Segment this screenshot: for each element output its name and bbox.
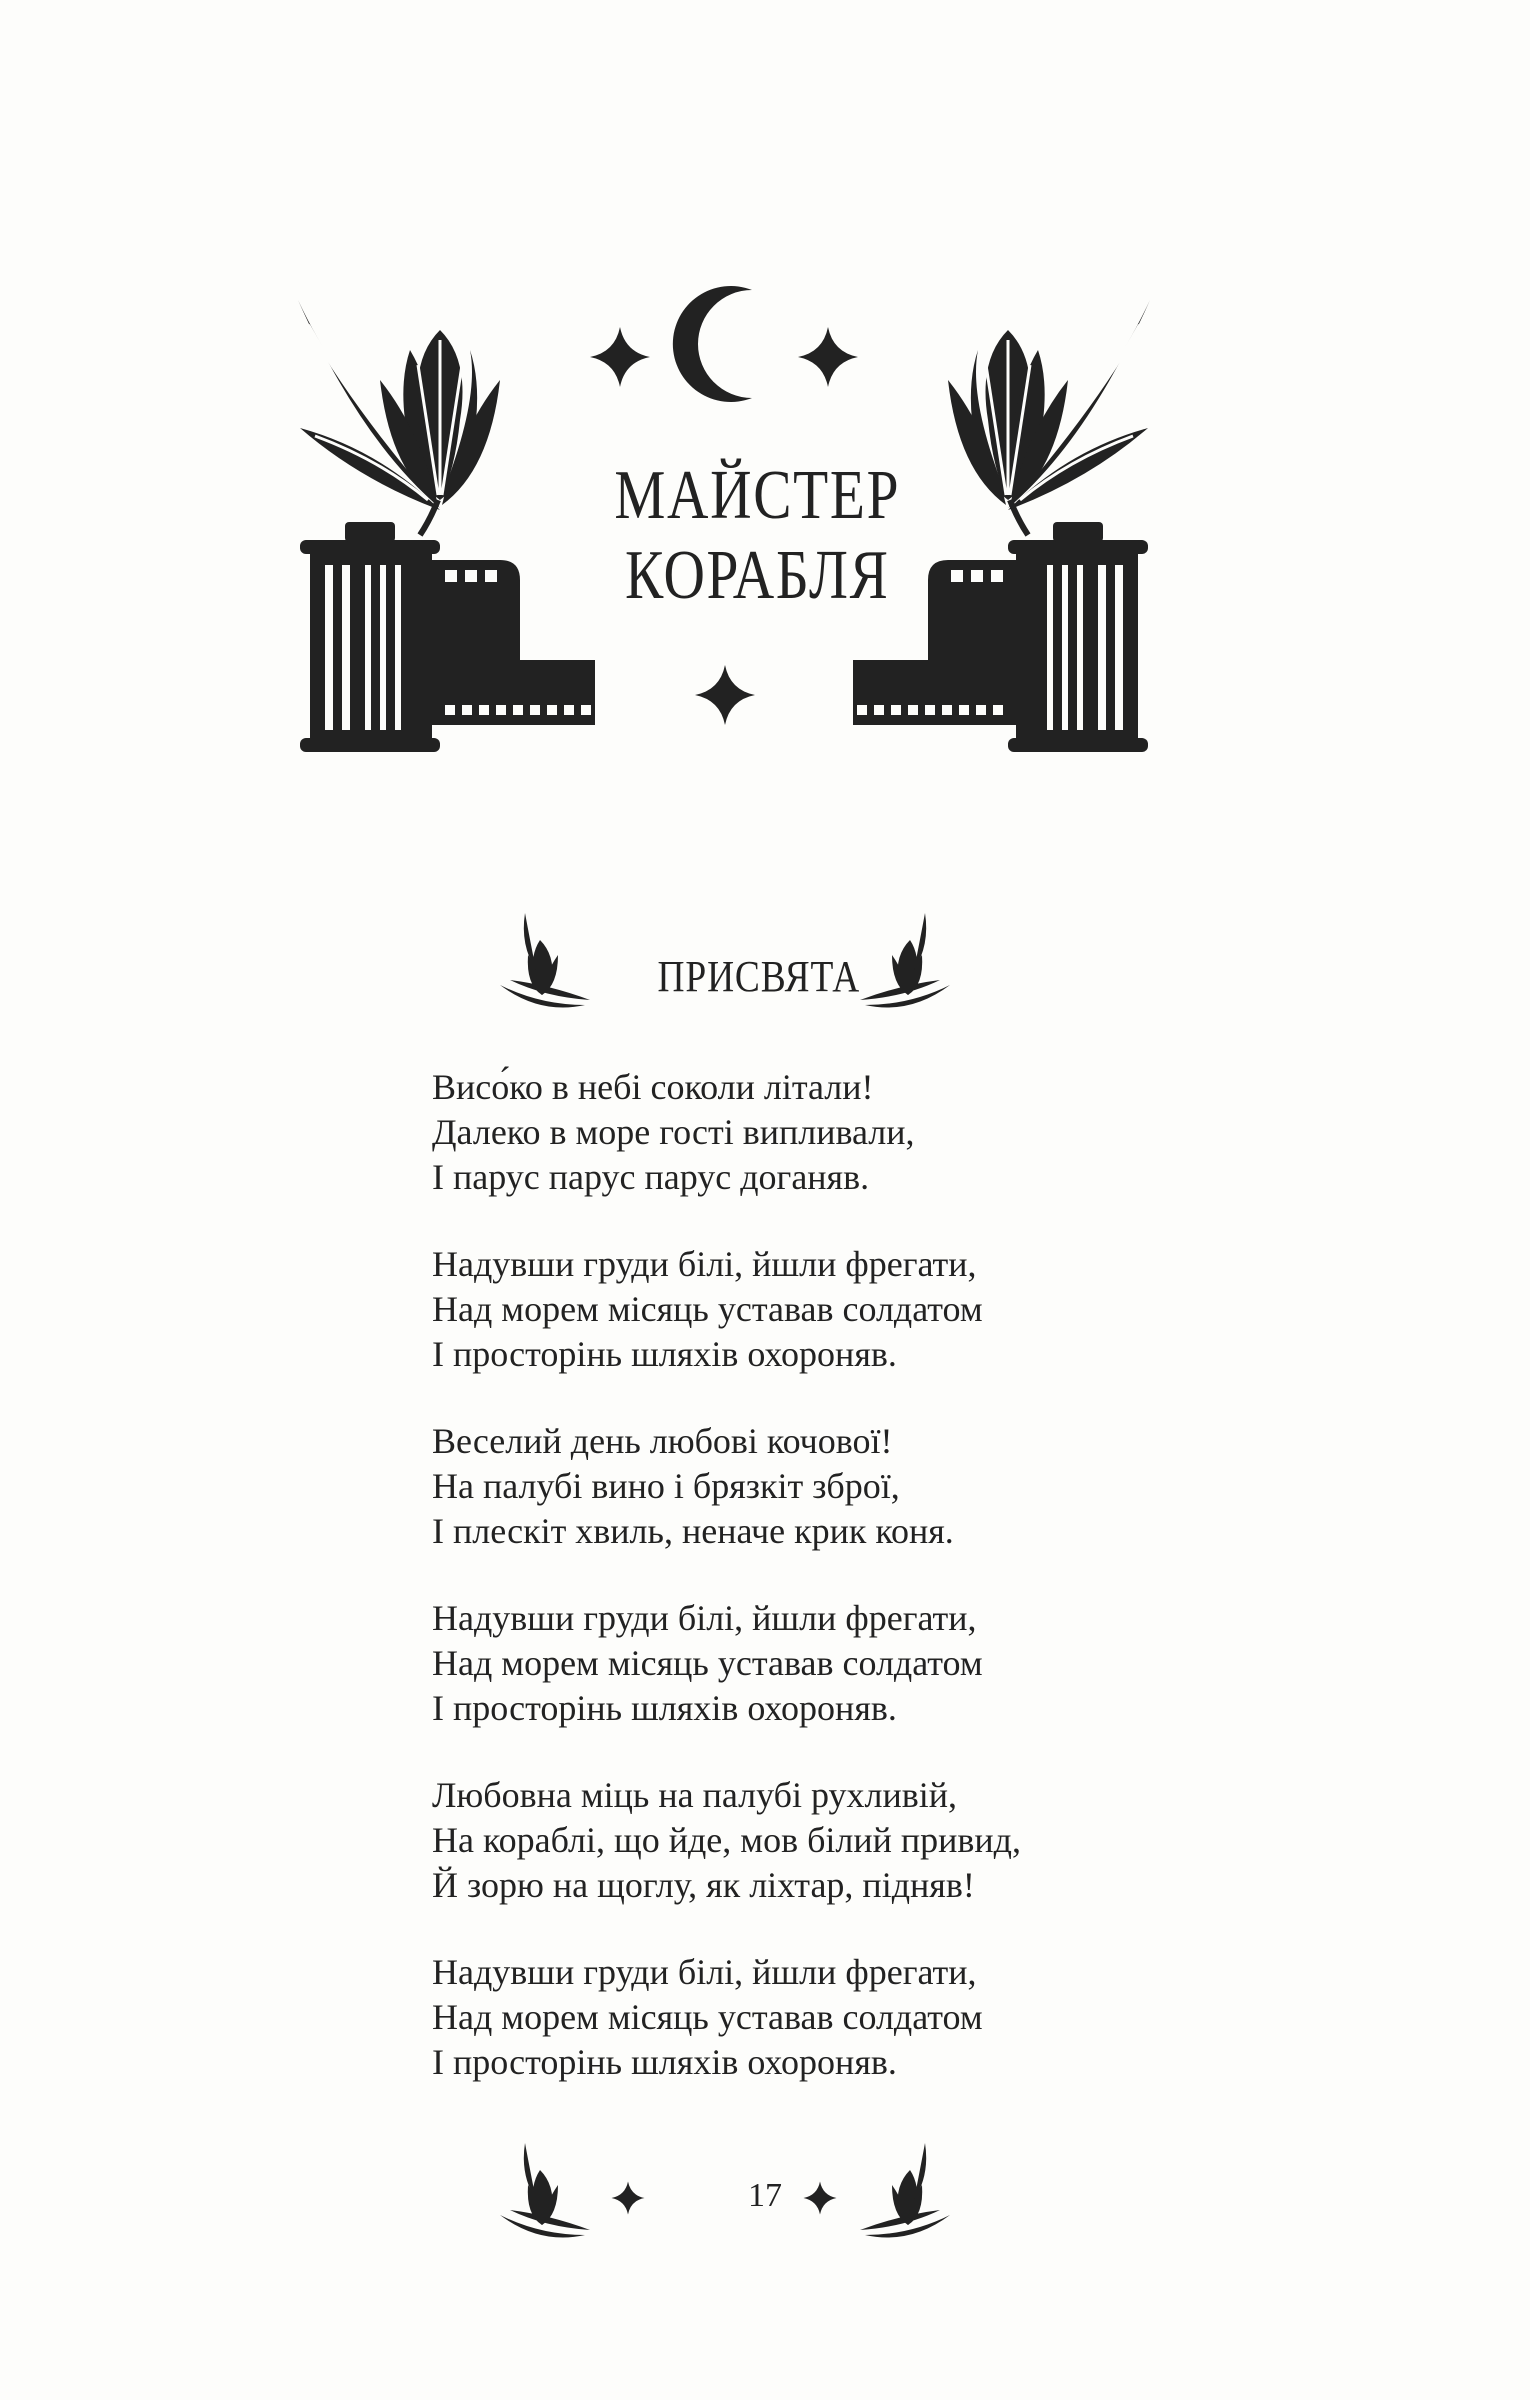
sparkle-star-icon <box>798 327 858 387</box>
chapter-title-line1: МАЙСТЕР <box>614 457 901 534</box>
poem-line: І просторінь шляхів охороняв. <box>432 1334 897 1374</box>
poem-line: Любовна міць на палубі рухливій, <box>432 1775 957 1815</box>
poem-line: Й зорю на щоглу, як ліхтар, підняв! <box>432 1865 975 1905</box>
poem-line: На кораблі, що йде, мов білий привид, <box>432 1820 1021 1860</box>
sparkle-star-icon <box>590 327 650 387</box>
chapter-title-line2: КОРАБЛЯ <box>624 537 890 614</box>
header-illustration <box>0 0 1530 800</box>
poem-line: Веселий день любові кочової! <box>432 1421 893 1461</box>
stanza <box>432 1596 1432 1731</box>
stanza <box>432 1950 1432 2085</box>
poem-line: Над морем місяць уставав солдатом <box>432 1289 983 1329</box>
poem-line: І просторінь шляхів охороняв. <box>432 2042 897 2082</box>
sparkle-star-icon <box>695 665 755 725</box>
poem-line: Висо́ко в небі соколи літали! <box>432 1067 874 1107</box>
stanza <box>432 1065 1432 1200</box>
section-title: ПРИСВЯТА <box>657 952 861 1001</box>
stanza <box>432 1242 1432 1377</box>
poem-body <box>432 1065 1432 2127</box>
poem-line: І плескіт хвиль, неначе крик коня. <box>432 1511 954 1551</box>
stanza <box>432 1773 1432 1908</box>
poem-line: Надувши груди білі, йшли фрегати, <box>432 1244 977 1284</box>
poem-line: Далеко в море гості випливали, <box>432 1112 915 1152</box>
poem-line: І парус парус парус доганяв. <box>432 1157 870 1197</box>
poem-line: Надувши груди білі, йшли фрегати, <box>432 1598 977 1638</box>
poem-line: Надувши груди білі, йшли фрегати, <box>432 1952 977 1992</box>
stanza <box>432 1419 1432 1554</box>
poem-line: На палубі вино і брязкіт зброї, <box>432 1466 900 1506</box>
poem-line: Над морем місяць уставав солдатом <box>432 1643 983 1683</box>
crescent-moon-icon <box>673 286 752 402</box>
poem-line: Над морем місяць уставав солдатом <box>432 1997 983 2037</box>
page-number: 17 <box>748 2177 782 2214</box>
poem-line: І просторінь шляхів охороняв. <box>432 1688 897 1728</box>
